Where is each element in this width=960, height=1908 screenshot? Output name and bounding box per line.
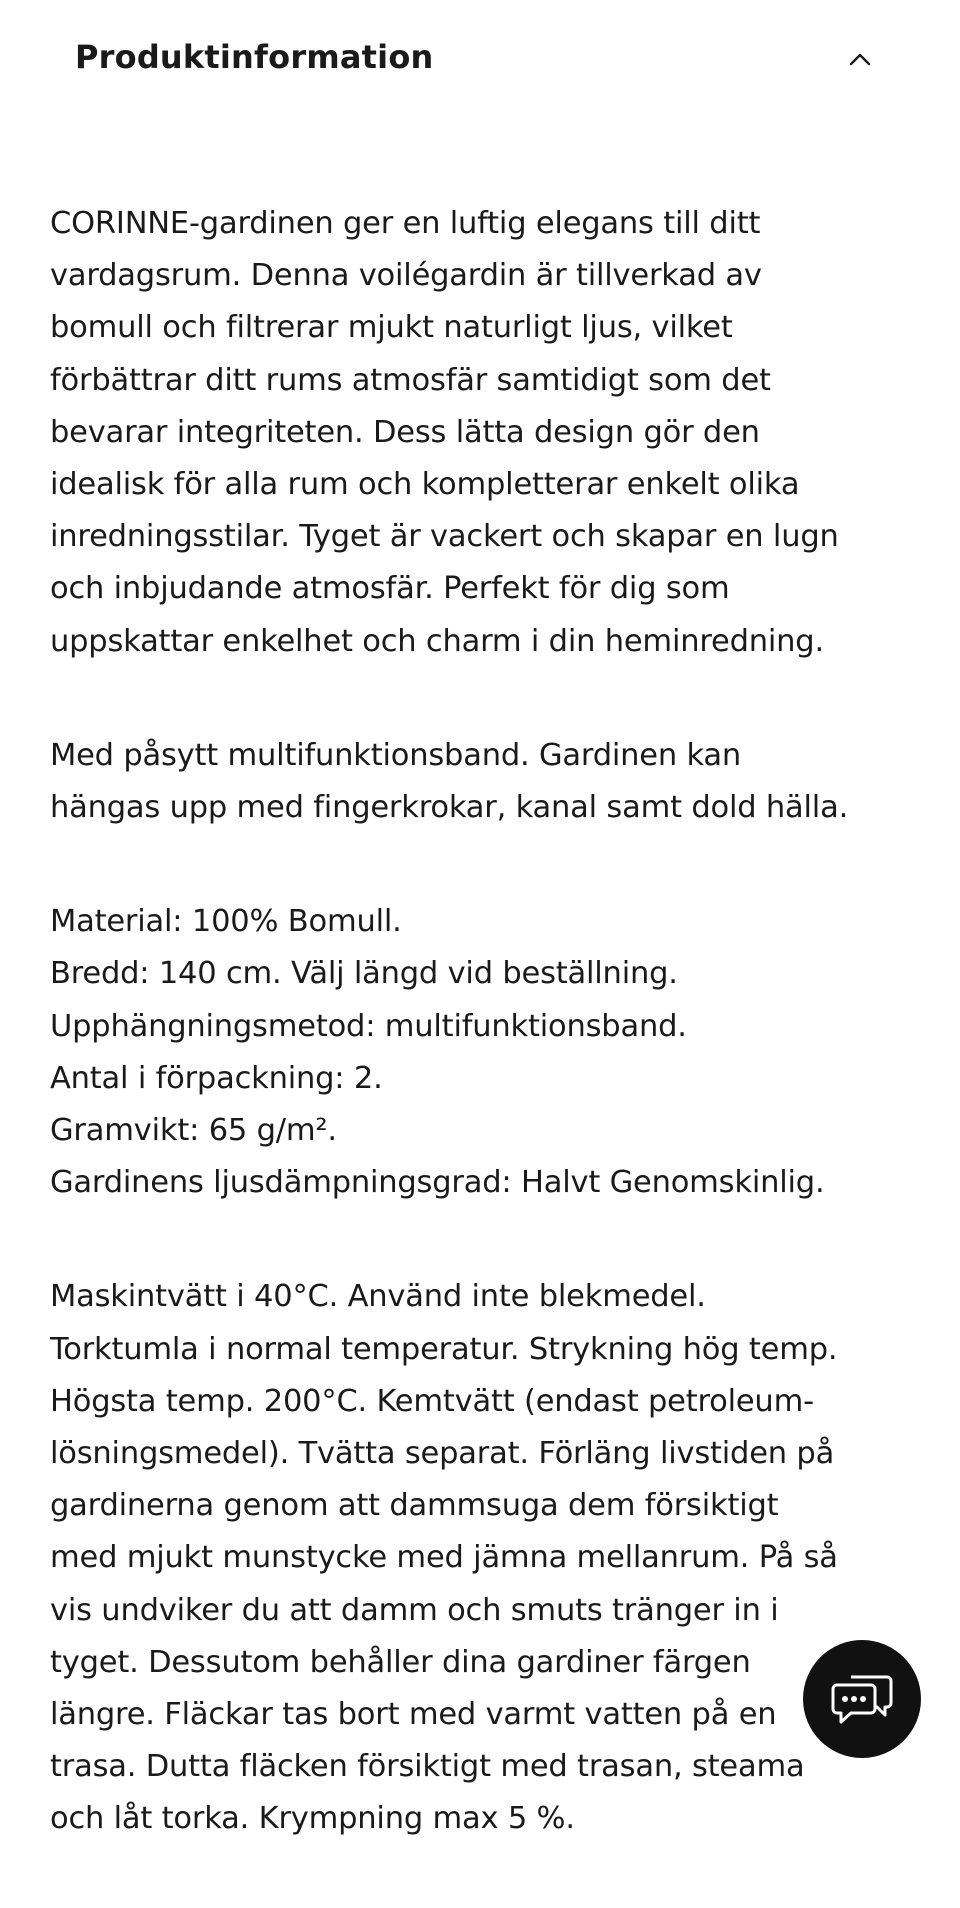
chevron-up-icon[interactable]	[845, 44, 875, 74]
product-info-accordion-header[interactable]	[0, 0, 960, 120]
chat-button[interactable]	[803, 1640, 921, 1758]
care-instructions: Maskintvätt i 40°C. Använd inte blekmedel. Torktumla i normal temperatur. Strykning hög temp. Högsta temp. 200°C. Kemtvätt (endast petroleum- lösningsmedel). Tvätta separat. Förläng livstiden på gardinerna genom att dammsuga dem försiktigt med mjukt munstycke med jämna mellanrum. På så vis undviker du att damm och smuts tränger in i tyget. Dessutom behåller dina gardiner färgen längre. Fläckar tas bort med varmt vatten på en trasa. Dutta fläcken försiktigt med trasan, steama och låt torka. Krympning max 5 %.	[50, 1279, 838, 1837]
chat-bubbles-icon	[829, 1669, 895, 1729]
product-description	[50, 198, 920, 1908]
hanging-info-paragraph: Med påsytt multifunktionsband. Gardinen kan hängas upp med fingerkrokar, kanal samt dold hälla.	[50, 737, 849, 826]
accordion-title: Produktinformation	[75, 38, 434, 76]
description-paragraph: CORINNE-gardinen ger en luftig elegans till ditt vardagsrum. Denna voilégardin är tillverkad av bomull och filtrerar mjukt naturligt ljus, vilket förbättrar ditt rums atmosfär samtidigt som det bevarar integriteten. Dess lätta design gör den idealisk för alla rum och kompletterar enkelt olika inredningsstilar. Tyget är vackert och skapar en lugn och inbjudande atmosfär. Perfekt för dig som uppskattar enkelhet och charm i din heminredning.	[50, 206, 839, 659]
specifications-list: Material: 100% Bomull. Bredd: 140 cm. Välj längd vid beställning. Upphängningsmetod: multifunktionsband. Antal i förpackning: 2. Gramvikt: 65 g/m². Gardinens ljusdämpningsgrad: Halvt Genomskinlig.	[50, 904, 825, 1201]
